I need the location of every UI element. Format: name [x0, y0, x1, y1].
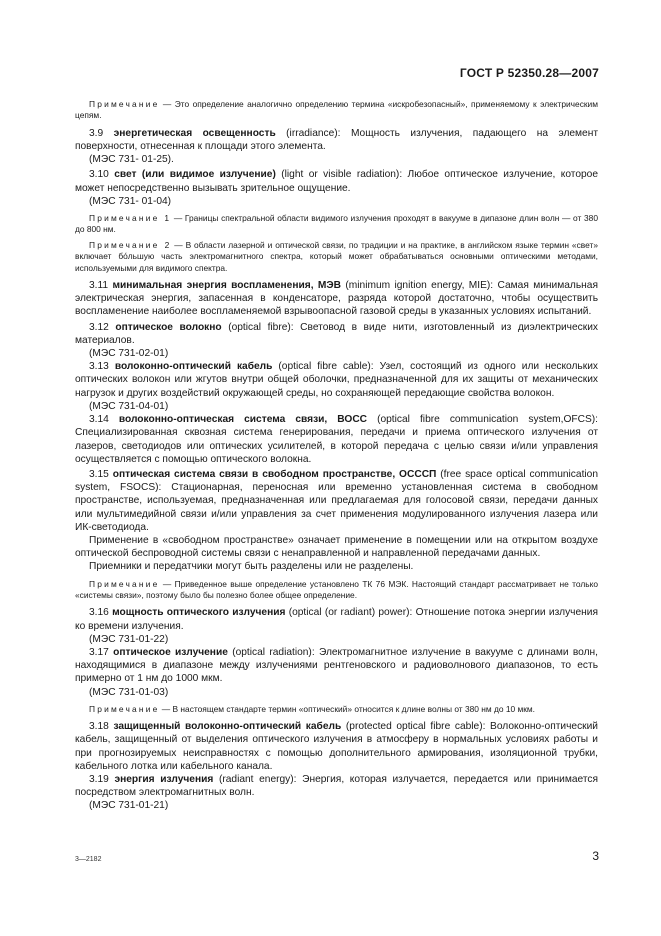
note-text: — Границы спектральной области видимого излучения проходят в вакууме в дипазоне длин волн — от 380 до 800 нм. — [75, 213, 598, 235]
term-definition — [75, 773, 598, 799]
note — [75, 579, 598, 602]
term-text: (protected optical fibre cable): Волоконно-оптический кабель, защищенный от выделения оптического излучения в атмосферу в нормальных условиях работы и при прогнозируемых неисправностях с помощью дополнительного армирования, изоляционной трубки, кабельного лотка или кабельного канала. — [75, 721, 598, 772]
term-text: (optical (or radiant) power): Отношение потока энергии излучения ко времени излучения. — [75, 607, 598, 632]
term-text: (optical fibre): Световод в виде нити, изготовленный из диэлектрических материалов. — [75, 321, 598, 346]
term-definition — [75, 468, 598, 534]
note-label: Примечание — [89, 578, 160, 589]
source-reference: (МЭС 731- 01-04) — [89, 195, 172, 207]
document-code: ГОСТ Р 52350.28—2007 — [459, 66, 599, 80]
term-number: 3.18 — [89, 721, 109, 733]
term-number: 3.14 — [89, 414, 109, 426]
term-text: (free space optical communication system, FSOCS): Стационарная, переносная или временно установленная система в свободном пространстве, используемая, предназначенная или предлагаемая для голосовой связи, передачи данных или мультимедийной связи и/или управления за счет применения модулированного излучения лазера или ИК-светодиода. — [75, 468, 598, 533]
term-text: (optical fibre communication system,OFCS): Специализированная сквозная система генерирования, передачи и приема оптического излучения от лазеров, светодиодов или оптических усилителей, в которой передача с целью связи и/или управления осуществляется с помощью оптического волокна. — [75, 414, 598, 465]
source-reference: (МЭС 731- 01-25). — [89, 154, 174, 166]
note — [75, 704, 598, 715]
term-number: 3.15 — [89, 468, 109, 480]
term-number: 3.10 — [89, 169, 109, 181]
note — [75, 240, 598, 274]
source-reference: (МЭС 731-04-01) — [89, 400, 169, 412]
term-name: волоконно-оптическая система связи, ВОСС — [118, 414, 368, 426]
term-name: волоконно-оптический кабель — [114, 361, 273, 373]
note — [75, 99, 598, 122]
note-label: Примечание 1 — [89, 213, 172, 224]
source-reference: (МЭС 731-01-03) — [89, 686, 169, 698]
document-body — [75, 99, 598, 813]
note-text: — Приведенное выше определение установлено ТК 76 МЭК. Настоящий стандарт рассматривает не только «системы связи», поэтому было бы полезно более общее определение. — [75, 578, 598, 600]
print-code: 3—2182 — [75, 856, 102, 863]
term-text: (light or visible radiation): Любое оптическое излучение, которое может непосредственно вызывать зрительное ощущение. — [75, 169, 598, 194]
term-definition — [75, 646, 598, 686]
note-label: Примечание — [89, 99, 160, 109]
term-name: оптическое волокно — [115, 321, 222, 333]
term-definition — [75, 168, 598, 194]
note-text: — В настоящем стандарте термин «оптический» относится к длине волны от 380 нм до 10 мкм. — [159, 703, 536, 714]
term-text: (minimum ignition energy, MIE): Самая минимальная электрическая энергия, запасенная в конденсаторе, разряда которой достаточно, чтобы осуществить воспламенение наиболее воспламеняемой взрывоопасной газовой среды в указанных условиях испытаний. — [75, 280, 598, 318]
term-number: 3.13 — [89, 361, 109, 373]
page-number: 3 — [592, 849, 599, 863]
note-text: — В области лазерной и оптической связи, по традиции и на практике, в английском языке термин «свет» включает бо́льшую часть электромагнитного спектра, который может обрабатываться основными оптическими методами, используемыми для видимого спектра. — [75, 239, 598, 273]
term-definition — [75, 606, 598, 632]
term-text: (radiant energy): Энергия, которая излучается, передается или принимается посредством электромагнитных волн. — [75, 773, 598, 799]
term-definition — [75, 279, 598, 319]
term-name: энергия излучения — [114, 773, 214, 785]
note-label: Примечание 2 — [89, 239, 172, 250]
term-name: оптическая система связи в свободном пространстве, ОСССП — [112, 468, 437, 480]
source-reference: (МЭС 731-01-22) — [89, 633, 169, 645]
term-number: 3.17 — [89, 646, 109, 658]
term-definition — [75, 360, 598, 400]
source-reference: (МЭС 731-01-21) — [89, 800, 169, 812]
term-definition — [75, 413, 598, 466]
note-label: Примечание — [89, 703, 160, 714]
term-definition — [75, 321, 598, 347]
term-number: 3.11 — [89, 280, 109, 292]
term-number: 3.16 — [89, 607, 109, 619]
term-name: оптическое излучение — [113, 646, 228, 658]
term-name: минимальная энергия воспламенения, МЭВ — [112, 280, 342, 292]
term-number: 3.12 — [89, 321, 109, 333]
term-text: (optical radiation): Электромагнитное излучение в вакууме с длинами волн, находящимися в диапазоне между излучениями рентгеновского и радиоволнового диапазонов, то есть примерно от 1 нм до 1000 мкм. — [75, 646, 598, 685]
paragraph: Применение в «свободном пространстве» означает применение в помещении или на открытом воздухе оптической беспроводной системы связи с ненаправленной и направленной передачами данных. — [75, 534, 598, 560]
term-definition — [75, 127, 598, 153]
term-name: энергетическая освещенность — [113, 127, 276, 139]
term-name: защищенный волоконно-оптический кабель — [113, 721, 342, 733]
term-name: мощность оптического излучения — [112, 607, 286, 619]
note-text: — Это определение аналогично определению термина «искробезопасный», применяемому к электрическим цепям. — [75, 99, 598, 121]
term-text: (irradiance): Мощность излучения, падающего на элемент поверхности, отнесенная к площади этого элемента. — [75, 127, 599, 153]
term-name: свет (или видимое излучение) — [114, 169, 276, 181]
term-number: 3.19 — [89, 773, 109, 785]
term-definition — [75, 720, 598, 773]
source-reference: (МЭС 731-02-01) — [89, 348, 169, 360]
paragraph: Приемники и передатчики могут быть разделены или не разделены. — [89, 561, 414, 573]
note — [75, 213, 598, 236]
term-text: (optical fibre cable): Узел, состоящий из одного или нескольких оптических волокон или жгутов внутри общей оболочки, предназначенной для их защиты от механических нагрузок и других воздействий окружающей среды, но сохраняющей передающие свойства волокон. — [75, 361, 598, 399]
term-number: 3.9 — [89, 127, 104, 139]
